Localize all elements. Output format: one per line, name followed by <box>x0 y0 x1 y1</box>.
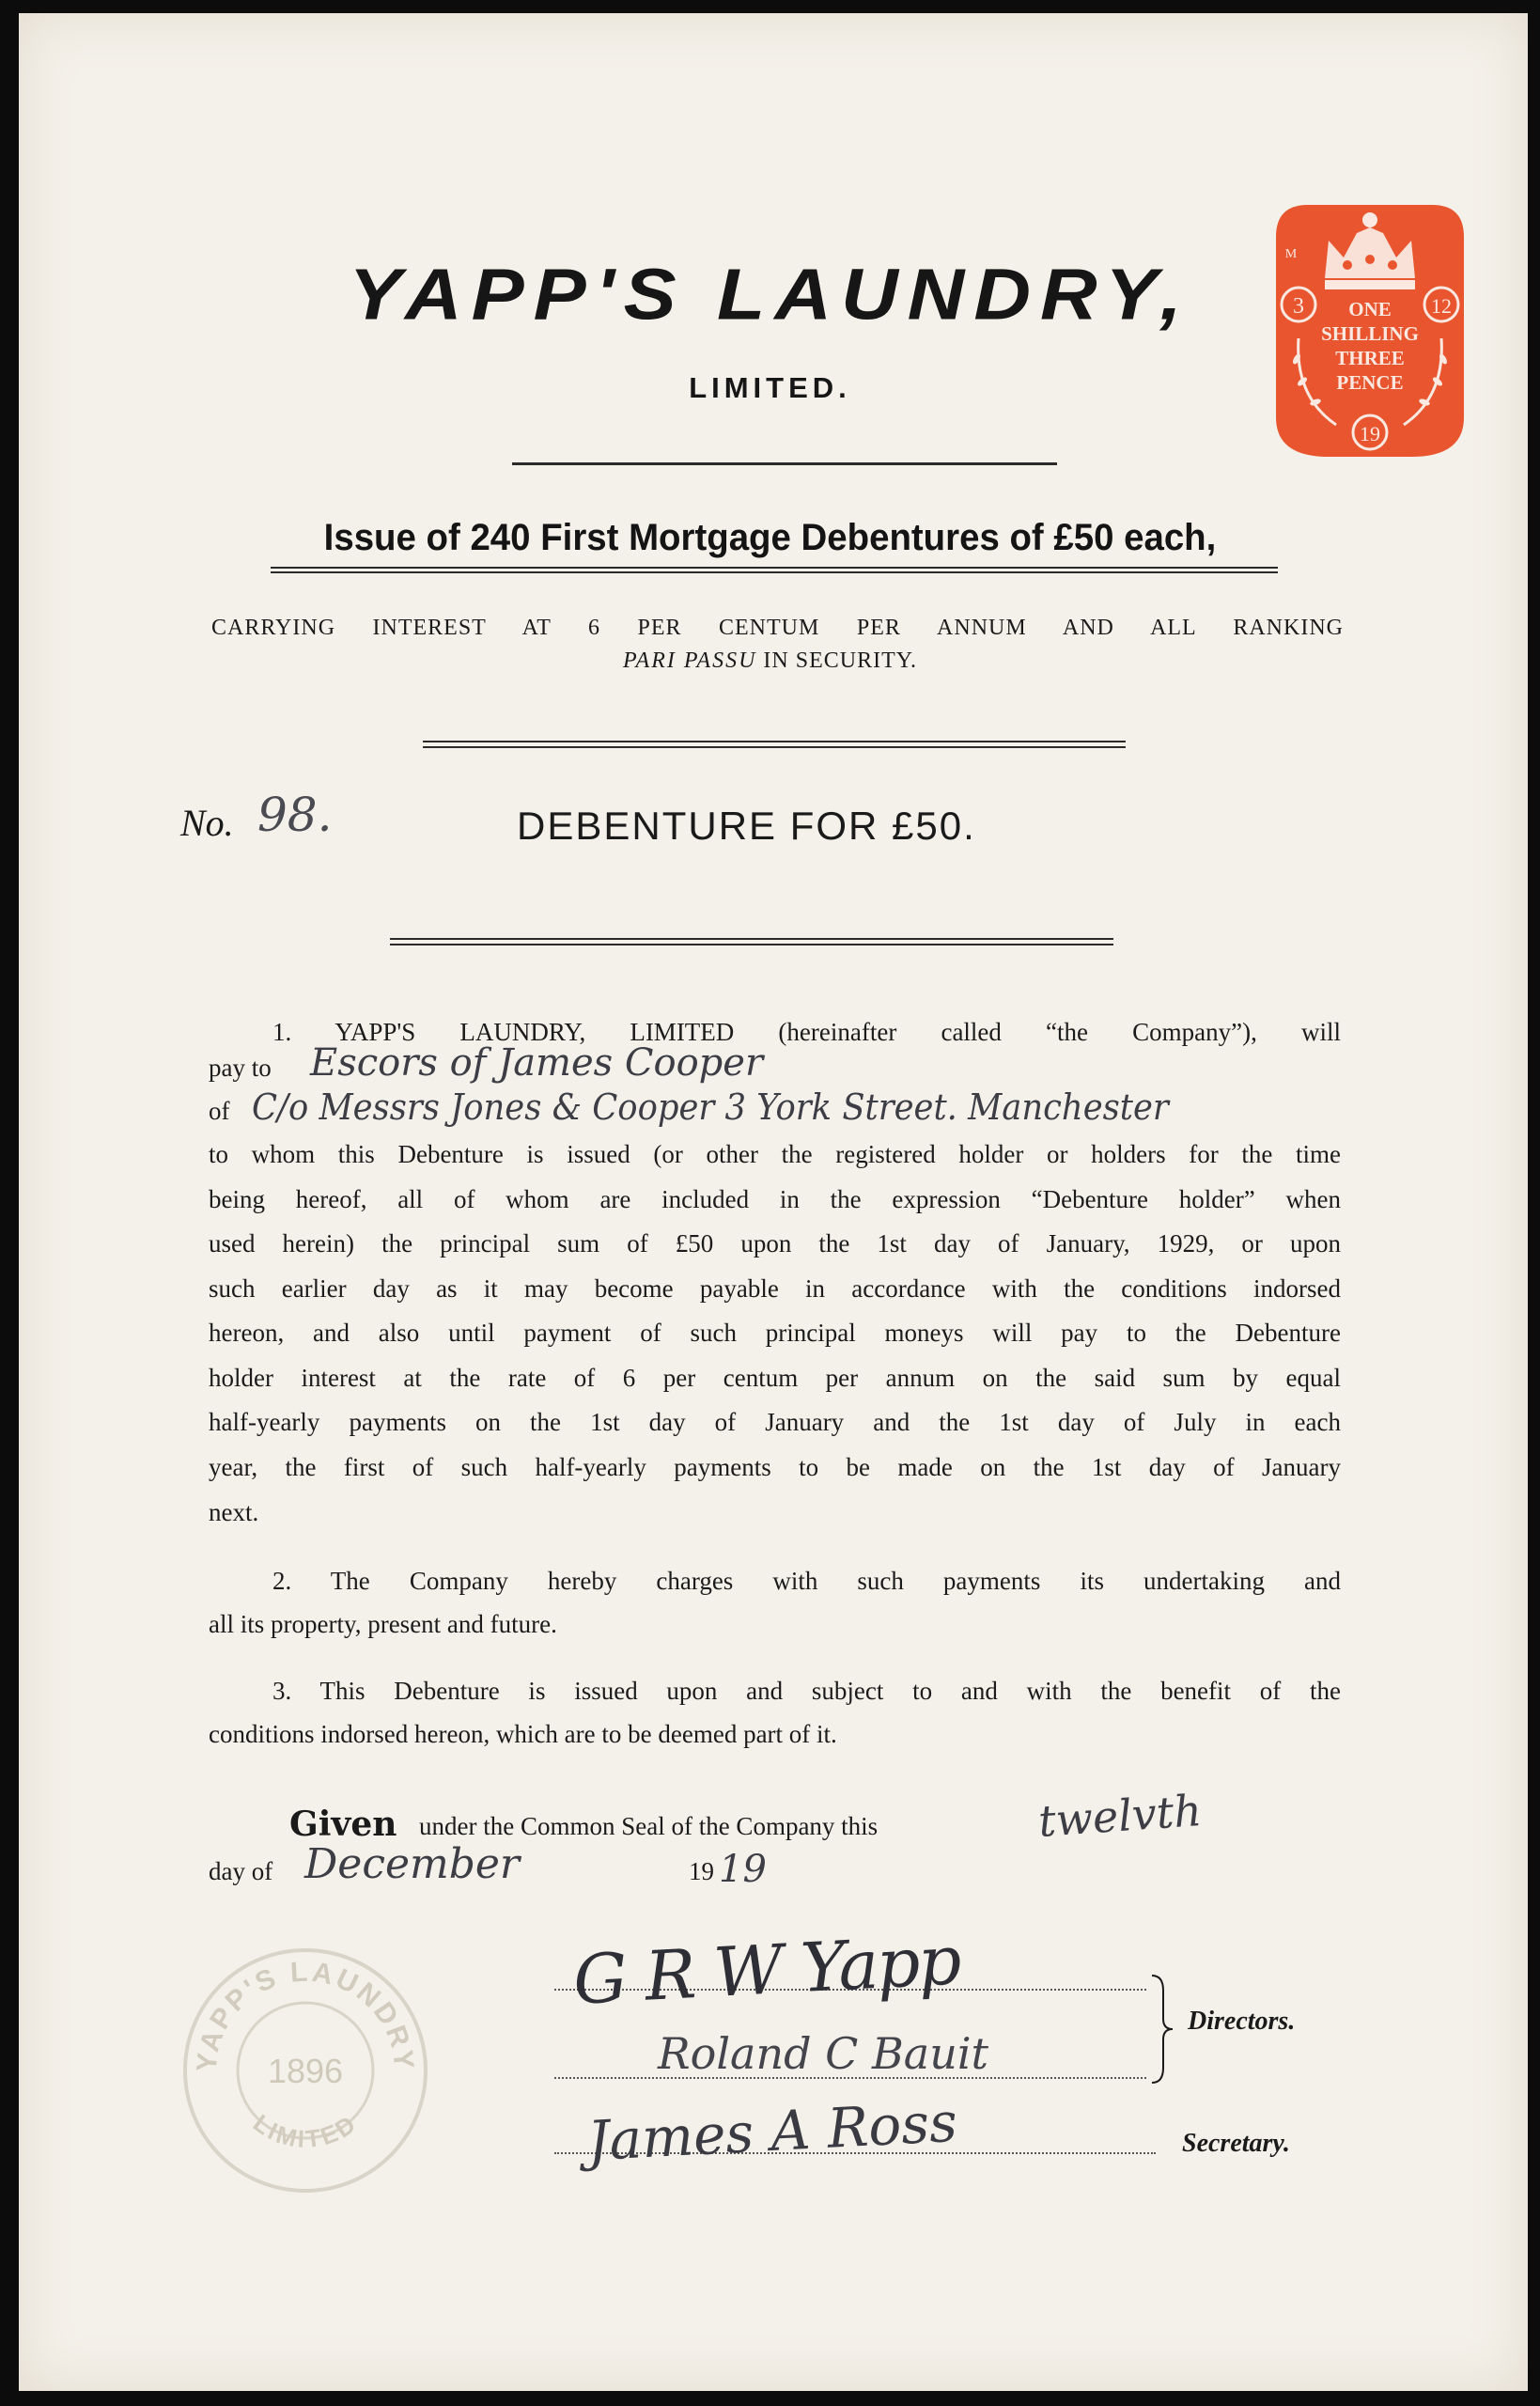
clause3-line: 3. This Debenture is issued upon and subject to and with the benefit of the <box>272 1677 1341 1705</box>
stamp-left-value: 3 <box>1293 294 1304 319</box>
svg-text:LIMITED <box>248 2109 363 2154</box>
number-value: 98. <box>257 788 333 842</box>
seal-year: 1896 <box>267 2052 344 2090</box>
pari-passu: PARI PASSU <box>622 648 757 673</box>
divider <box>390 938 1113 940</box>
stamp-line4: PENCE <box>1336 371 1404 394</box>
secretary-label: Secretary. <box>1182 2129 1290 2158</box>
company-title: YAPP'S LAUNDRY, <box>349 253 1191 336</box>
clause1-body-line: next. <box>209 1498 259 1526</box>
director2-signature: Roland C Bauit <box>658 2028 989 2079</box>
company-seal <box>179 1944 432 2197</box>
clause1-body-line: hereon, and also until payment of such principal moneys will pay to the Debenture <box>209 1319 1341 1347</box>
stamp-line3: THREE <box>1335 347 1405 369</box>
carrying-tail: IN SECURITY. <box>763 648 917 673</box>
directors-label: Directors. <box>1188 2007 1296 2036</box>
of-row <box>209 1097 230 1126</box>
number-label: No. <box>180 802 234 844</box>
issue-underline <box>271 571 1278 573</box>
stamp-right-value: 12 <box>1431 294 1452 318</box>
directors-bracket <box>1148 1972 1176 2086</box>
clause1-body-line: to whom this Debenture is issued (or other the registered holder or holders for the time <box>209 1140 1341 1168</box>
issue-heading: Issue of 240 First Mortgage Debentures of £50 each, <box>323 517 1217 558</box>
stamp-bottom-value: 19 <box>1360 422 1380 445</box>
carrying-line <box>211 616 1344 641</box>
pay-to-label: pay to <box>209 1054 272 1082</box>
year-handwritten: 19 <box>719 1848 767 1891</box>
divider <box>423 746 1126 748</box>
stamp-line2: SHILLING <box>1321 322 1419 345</box>
secretary-signature: James A Ross <box>585 2089 959 2174</box>
limited-label: LIMITED. <box>689 371 851 404</box>
carrying-text: CARRYING INTEREST AT 6 PER CENTUM PER ANNUM AND ALL RANKING <box>211 616 1344 640</box>
issue-underline <box>271 567 1278 569</box>
day-handwritten: twelvth <box>1036 1785 1204 1847</box>
seal-bottom-text: LIMITED <box>248 2108 363 2154</box>
divider <box>390 944 1113 945</box>
clause1-body-line: such earlier day as it may become payable in accordance with the conditions indorsed <box>209 1274 1341 1303</box>
clause3-line: conditions indorsed hereon, which are to be deemed part of it. <box>209 1720 837 1748</box>
clause1-body-line: holder interest at the rate of 6 per centum per annum on the said sum by equal <box>209 1364 1341 1392</box>
stamp-line1: ONE <box>1348 298 1392 320</box>
given-text: under the Common Seal of the Company this <box>419 1812 879 1840</box>
clause1-line1: 1. YAPP'S LAUNDRY, LIMITED (hereinafter called “the Company”), will <box>272 1018 1341 1046</box>
year-printed: 19 <box>689 1857 714 1885</box>
clause1-body-line: year, the first of such half-yearly payments to be made on the 1st day of January <box>209 1453 1341 1481</box>
of-label: of <box>209 1097 230 1125</box>
given-word: Given <box>289 1804 397 1844</box>
divider <box>512 462 1057 465</box>
stamp-corner-letter: M <box>1284 247 1298 261</box>
day-of-label: day of <box>209 1857 273 1885</box>
payee-handwritten: Escors of James Cooper <box>310 1041 764 1085</box>
clause1-body-line: used herein) the principal sum of £50 upon the 1st day of January, 1929, or upon <box>209 1229 1341 1258</box>
director1-signature: G R W Yapp <box>571 1920 962 2020</box>
clause1-body-line: half-yearly payments on the 1st day of January and the 1st day of July in each <box>209 1408 1341 1436</box>
seal-top-text: YAPP'S LAUNDRY <box>191 1956 420 2073</box>
debenture-title: DEBENTURE FOR £50. <box>517 804 976 848</box>
divider <box>423 741 1126 742</box>
clause2-line: 2. The Company hereby charges with such payments its undertaking and <box>272 1567 1341 1595</box>
clause1-body-line: being hereof, all of whom are included in the expression “Debenture holder” when <box>209 1185 1341 1213</box>
month-handwritten: December <box>304 1840 520 1888</box>
carrying-line-2 <box>0 648 1540 674</box>
clause2-line: all its property, present and future. <box>209 1610 557 1638</box>
address-handwritten: C/o Messrs Jones & Cooper 3 York Street. Manchester <box>252 1086 1169 1128</box>
